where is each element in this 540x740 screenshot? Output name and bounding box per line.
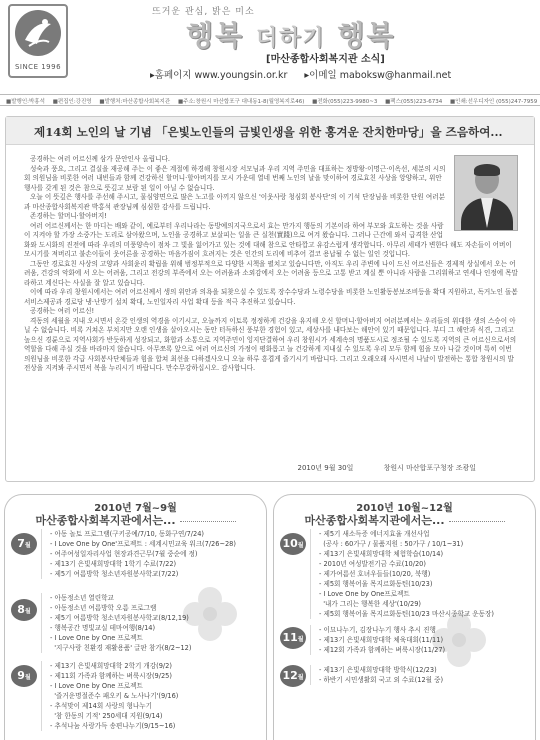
masthead — [0, 0, 540, 95]
list-item: - 제12회 가족과 함께하는 벼룩시장(11/27) — [319, 645, 528, 655]
program-box-oct-dec — [273, 494, 536, 740]
since-label: SINCE 1996 — [14, 63, 62, 71]
month-list-7 — [41, 529, 259, 579]
article-date: 2010년 9월 30일 — [297, 464, 354, 472]
info-address: ■주소:창원시 마산합포구 대내동1-8(월영복지로46) — [177, 99, 305, 105]
article-paragraph: 공경하는 여러 어르신께 삼가 문안인사 올립니다. — [30, 155, 170, 163]
list-item: - I Love One by One'프로젝트 : 세계시민교육 워크(7/26~28) — [50, 539, 259, 549]
homepage-link[interactable]: ▸홈페이지 www.youngsin.or.kr — [150, 70, 288, 81]
list-item: - 제5회 행복어울 목지르화동틴(10/23) — [319, 579, 528, 589]
month-list-9 — [41, 661, 259, 731]
list-item: - 제5기 여름방학 청소년자원봉사학교(7/22) — [50, 569, 259, 579]
info-issuer: ■발행처:마산종합사회복지관 — [99, 99, 171, 105]
list-item: - 제13기 은빛새희망대학 체험학습(10/14) — [319, 549, 528, 559]
article-paragraph: 이에 따라 우리 창원시에서는 여러 어르신께서 생의 위안과 의욕을 되찾으실 수 있도록 장수수당과 노령수당을 비롯한 노인활동봉보조비등을 확대 지원하고, 독거노인 돌봄 서비스제공과 경로당 냉·난방기 설치 확대, 노인일자리 사업 확대 등을 적극 추진하고 있습니다. — [24, 288, 518, 306]
list-item: - 이묘나누기, 김장나누기 행사 추시 진행 — [319, 625, 528, 635]
program-heading: 마산종합사회복지관에서는... — [35, 514, 176, 527]
list-item: - 여주여성일자리사업 현장과견근무(7월 중순에 정) — [50, 549, 259, 559]
title-word-b: 행복 — [337, 19, 396, 52]
article-header — [6, 117, 534, 145]
list-item: - 제5회 행복어울 목지르화동틴(10/23 마산시종학교 운동장) — [319, 609, 528, 619]
publisher-info-strip — [0, 94, 540, 106]
article-paragraph: 성숙과 풍요, 그리고 결실을 재공해 주는 이 좋은 계절에 하경해 창원시장 서모님과 우리 지역 주민을 대표하는 정방왕·이명근·이옥선, 세분의 시의회 의원님을 비롯한 여러 내빈들과 함께 건강하신 할머니·할아버지를 모시 가운데 열네 번째 노인의 날을 맞이하여 경로효친 사상을 앙양하고, 위안행사를 갖게 된 것은 참으로 뜻깊고 보람 된 일이 아닐 수 없습니다. — [24, 164, 446, 192]
list-item: - 제11회 가족과 함께하는 벼룩시장(9/25) — [50, 671, 259, 681]
month-list-11 — [310, 625, 528, 655]
title-word-mid: 더하기 — [255, 25, 326, 51]
newsletter-subtitle: [마산종합사회복지관 소식] — [266, 54, 385, 65]
list-item: - 제5기 새소득증 에너지효율 개선사업 — [319, 529, 528, 539]
list-item: '내가 그리는 행복한 세상'(10/29) — [323, 600, 421, 608]
article-title: 제14회 노인의 날 기념 「은빛노인들의 금빛인생을 위한 홍겨운 잔치한마당」을 즈음하여... — [34, 125, 503, 139]
list-item: - I Love One by One 프로젝트 — [50, 681, 259, 691]
list-item: - 제13기 은빛새희망대학 체육대회(11/11) — [319, 635, 528, 645]
list-item: (공사 : 60가구 / 물품지원 : 50가구 / 10/1~31) — [323, 540, 464, 548]
article-paragraph: 여러 어르신께서는 한 마디는 배와 같이, 예로부터 우리나라는 동방예의지국으로서 효는 만가지 행동의 기본이라 하여 부모와 효도하는 것을 사람이 지켜야 할 가장 소중가는 도리로 삼아왔으며, 노인을 공경하고 보살피는 일을 큰 실천(實踐)으로 여겨 왔습니다. 그러나 근간에 와서 급격한 산업화와 도시화의 진전에 따라 우리의 미풍양속이 점차 그 빛을 잃어가고 있는 것에 대해 참으로 안타깝고 유감스럽게 생각합니다. 아무리 세태가 변한다 해도 자손들이 어버이 모시기를 져버리고 불손이들이 웃어른을 공경하는 마음가짐이 흐려지는 것은 인간의 도리에 비추어 결코 용납될 수 없는 일인 것입니다. — [24, 221, 512, 258]
info-editor: ■편집인:강진영 — [52, 99, 92, 105]
program-box-jul-sep — [4, 494, 267, 740]
email-link[interactable]: ▸이메일 maboksw@hanmail.net — [304, 70, 452, 81]
info-fax: ■팩스(055)223-6734 — [385, 99, 443, 105]
article-paragraph: 공경하는 여러 어르신! — [30, 307, 95, 315]
article-paragraph: 오늘 이 뜻깊은 행사를 주선해 주시고, 물심양면으로 많은 노고를 아끼지 않으신 '이웃사랑 청심회 봉사단'의 이 기석 단장님을 비롯한 단원 여러분과 마산종합사회복지관 박홍석 관장님께 심심한 감사를 드립니다. — [24, 193, 445, 211]
logo-emblem-icon — [15, 10, 61, 56]
article-body — [24, 155, 518, 374]
month-list-12 — [310, 665, 528, 685]
list-item: - 하반기 시민생활회 국고 외 수료(12월 중) — [319, 675, 528, 685]
month-badge-11: 11월 — [280, 627, 306, 649]
list-item: - 추석맞이 제14회 사랑의 형나누기 — [50, 701, 259, 711]
list-item: - 제가여름선 호녀우들들(10/20, 북행) — [319, 569, 528, 579]
list-item: - 행복공간 명빛교실 테마여행(8/14) — [50, 623, 259, 633]
month-badge-8: 8월 — [11, 599, 37, 621]
program-title — [5, 503, 266, 527]
list-item: '지구사랑 친환경 재활용품' 글판 참가(8/2~12) — [54, 644, 192, 652]
article-signature — [269, 463, 476, 473]
month-badge-9: 9월 — [11, 665, 37, 687]
program-period: 2010년 7월~9월 — [94, 503, 177, 514]
list-item: '참 한동의 기적' 250세대 지원(9/14) — [54, 712, 163, 720]
list-item: - 제13기 은빛새희망대학 2학기 개강(9/2) — [50, 661, 259, 671]
info-printer: ■인쇄:선우디자인 (055)247-7959 — [449, 99, 538, 105]
month-badge-10: 10월 — [280, 533, 306, 555]
logo — [8, 4, 68, 78]
list-item: - 제13기 은빛새희망대학 방학식(12/23) — [319, 665, 528, 675]
article-box — [5, 116, 535, 482]
newsletter-title — [186, 14, 395, 54]
list-item: '즐거운명절준수 패오키 & 노사나기'(9/16) — [54, 692, 179, 700]
article-paragraph: 그동안 경로효친 사상의 고양과 사회윤리 확립을 위해 범정부적으로 다양한 시책을 펼치고 있습니다만, 아직도 우리 주변에 나이 드신 어르신들은 경제적 상실에서 오는 어려움, 건강의 악화에 서 오는 어려움, 그리고 전강의 부족에서 오는 어려움과 소외감에서 오는 어려움 등으로 고통 받고 계실 뿐 아니라 사람을 그리워하고 연세나 인정에 목말라하고 계신다는 사실을 잘 알고 있습니다. — [24, 259, 518, 287]
contact-line — [150, 67, 465, 81]
article-paragraph: 격동의 세월을 지내 오시면서 온갖 인생의 역경을 이기시고, 오늘까지 이토록 정정하게 건강을 유지해 오신 할머니·할아버지 여러분께서는 우리들의 위대한 생의 스승이 아닐 수 없습니다. 비록 거쳐온 부치지만 오랜 인생을 살아오시는 동안 터득하신 풍부한 경험이 있고, 세상사를 내다보는 해안이 있기 때문입니다. 부디 그 해안과 식견, 그리고 높으신 경륜으로 지역사회가 반듯하게 성장되고, 화합과 소통으로 지역주민이 잉지단결하여 우리 창원시가 세계속의 명품도시로 정조될 수 있도록 지역의 큰 어르신으로서의 역할을 다해 주실 것을 바라마지 않습니다. 아무쪼록 앞으로 여러 어르신의 가정이 평화롭고 늘 건강하게 지내실 수 있도록 우리 모두 함께 힘을 모아 나갈 것이며 특히 이번 의원님을 비롯한 각급 사회봉사단체들과 힘을 합쳐 최선을 다하겠사오니 오늘 하루 흥겹게 즐기시기 바랍니다. 그리고 오래오래 사시면서 나날이 발전하는 통합 창원시의 발전상을 지켜봐 주시면서 복을 누리시기 바랍니다. 만수무강하십시오. 감사합니다. — [24, 316, 517, 372]
author-photo — [454, 155, 518, 231]
article-paragraph: 존경하는 할머니·할아버지! — [30, 212, 107, 220]
list-item: - 아동 놀토 프로그램(구키공예/7/10, 동화구연/7/24) — [50, 529, 259, 539]
month-badge-12: 12월 — [280, 665, 306, 687]
list-item: - 추석나눔 사랑가득 송편나누기(9/15~16) — [50, 721, 259, 731]
article-signer: 창원시 마산합포구청장 조광일 — [383, 464, 476, 472]
list-item: - 2010년 여성발전기금 수료(10/20) — [319, 559, 528, 569]
program-period: 2010년 10월~12월 — [356, 503, 453, 514]
list-item: - 제13기 은빛새희망대학 1학기 수료(7/22) — [50, 559, 259, 569]
info-phone: ■전화(055)223-9980~3 — [312, 99, 378, 105]
info-publisher: ■발행인:박홍석 — [6, 99, 45, 105]
program-title — [274, 503, 535, 527]
list-item: - 아동정소년 열린학교 — [50, 593, 259, 603]
program-heading: 마산종합사회복지관에서는... — [304, 514, 445, 527]
list-item: - I Love One by One 프로젝트 — [50, 633, 259, 643]
list-item: - 제5기 여름방학 청소년자원봉사학교(8/12,19) — [50, 613, 259, 623]
tagline: 뜨거운 관심, 밝은 미소 — [152, 7, 255, 17]
list-item: - I Love One by One프로젝트 — [319, 589, 528, 599]
month-list-10 — [310, 529, 528, 619]
month-list-8 — [41, 593, 259, 653]
title-word-a: 행복 — [186, 19, 245, 52]
list-item: - 아동정소년 여름방학 오름 프로그램 — [50, 603, 259, 613]
month-badge-7: 7월 — [11, 533, 37, 555]
